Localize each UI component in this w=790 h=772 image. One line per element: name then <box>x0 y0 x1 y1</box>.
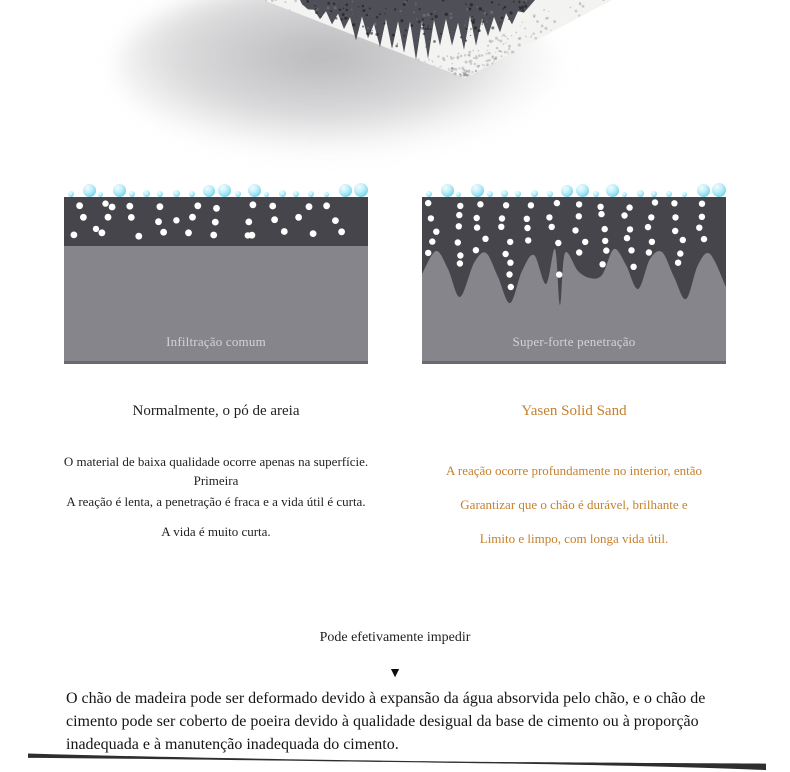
right-column-text <box>414 462 734 564</box>
bubble-icon <box>487 191 493 197</box>
bubble-icon <box>622 192 627 197</box>
bubble-icon <box>682 192 687 197</box>
bubble-icon <box>218 184 231 197</box>
next-image-top-edge <box>0 750 790 772</box>
bubble-icon <box>324 192 329 197</box>
bubble-icon <box>426 191 432 197</box>
bubble-icon <box>189 191 195 197</box>
bubble-icon <box>279 190 286 197</box>
bubble-icon <box>173 190 180 197</box>
bubble-icon <box>456 192 461 197</box>
bubble-icon <box>113 184 126 197</box>
bubble-icon <box>235 191 241 197</box>
bubble-icon <box>666 191 672 197</box>
diagram-super-penetration <box>422 178 726 366</box>
diagram-common-infiltration <box>64 178 368 366</box>
bubble-icon <box>264 192 269 197</box>
callout-text: Pode efetivamente impedir <box>319 630 471 645</box>
bubble-icon <box>501 190 508 197</box>
bubble-icon <box>83 184 96 197</box>
bubble-icon <box>157 191 163 197</box>
bubble-icon <box>441 184 454 197</box>
down-triangle-icon: ▼ <box>388 666 402 681</box>
bubble-icon <box>712 183 726 197</box>
text-line: Limito e limpo, com longa vida útil. <box>479 531 669 546</box>
water-droplets-row <box>64 178 368 197</box>
bubble-icon <box>637 190 644 197</box>
diagram-label: Infiltração comum <box>166 334 266 349</box>
text-line: Garantizar que o chão é durável, brilhante e <box>460 497 688 512</box>
bubble-icon <box>68 191 74 197</box>
text-line: A reação é lenta, a penetração é fraca e a vida útil é curta. <box>66 494 366 509</box>
bubble-icon <box>143 190 150 197</box>
bubble-icon <box>561 185 573 197</box>
bubble-icon <box>547 191 553 197</box>
hero-image-concrete-slab <box>0 0 790 172</box>
bubble-icon <box>531 190 538 197</box>
bubble-icon <box>129 191 135 197</box>
bubble-icon <box>248 184 261 197</box>
left-column-text <box>56 452 376 543</box>
water-droplets-row <box>422 178 726 197</box>
text-line: A reação ocorre profundamente no interior, então <box>445 463 703 478</box>
bubble-icon <box>354 183 368 197</box>
bubble-icon <box>697 184 710 197</box>
bubble-icon <box>576 184 589 197</box>
bubble-icon <box>203 185 215 197</box>
bubble-icon <box>515 191 521 197</box>
left-column-title: Normalmente, o pó de areia <box>132 403 300 419</box>
diagram-label: Super-forte penetração <box>512 334 636 349</box>
bubble-icon <box>593 191 599 197</box>
right-column-title: Yasen Solid Sand <box>521 403 627 419</box>
bubble-icon <box>293 191 299 197</box>
bubble-icon <box>471 184 484 197</box>
bubble-icon <box>98 192 103 197</box>
text-line: O material de baixa qualidade ocorre apenas na superfície. Primeira <box>63 454 369 488</box>
bubble-icon <box>651 191 657 197</box>
concrete-slab-3d-illustration <box>0 0 790 172</box>
text-line: A vida é muito curta. <box>161 524 271 539</box>
bubble-icon <box>308 191 314 197</box>
bubble-icon <box>606 184 619 197</box>
bubble-icon <box>339 184 352 197</box>
footer-paragraph: O chão de madeira pode ser deformado devido à expansão da água absorvida pelo chão, e o chão de cimento pode ser coberto de poeira devido à qualidade desigual da base de cimento ou à proporção inadequada e à manutenção inadequada do cimento. <box>66 690 706 753</box>
